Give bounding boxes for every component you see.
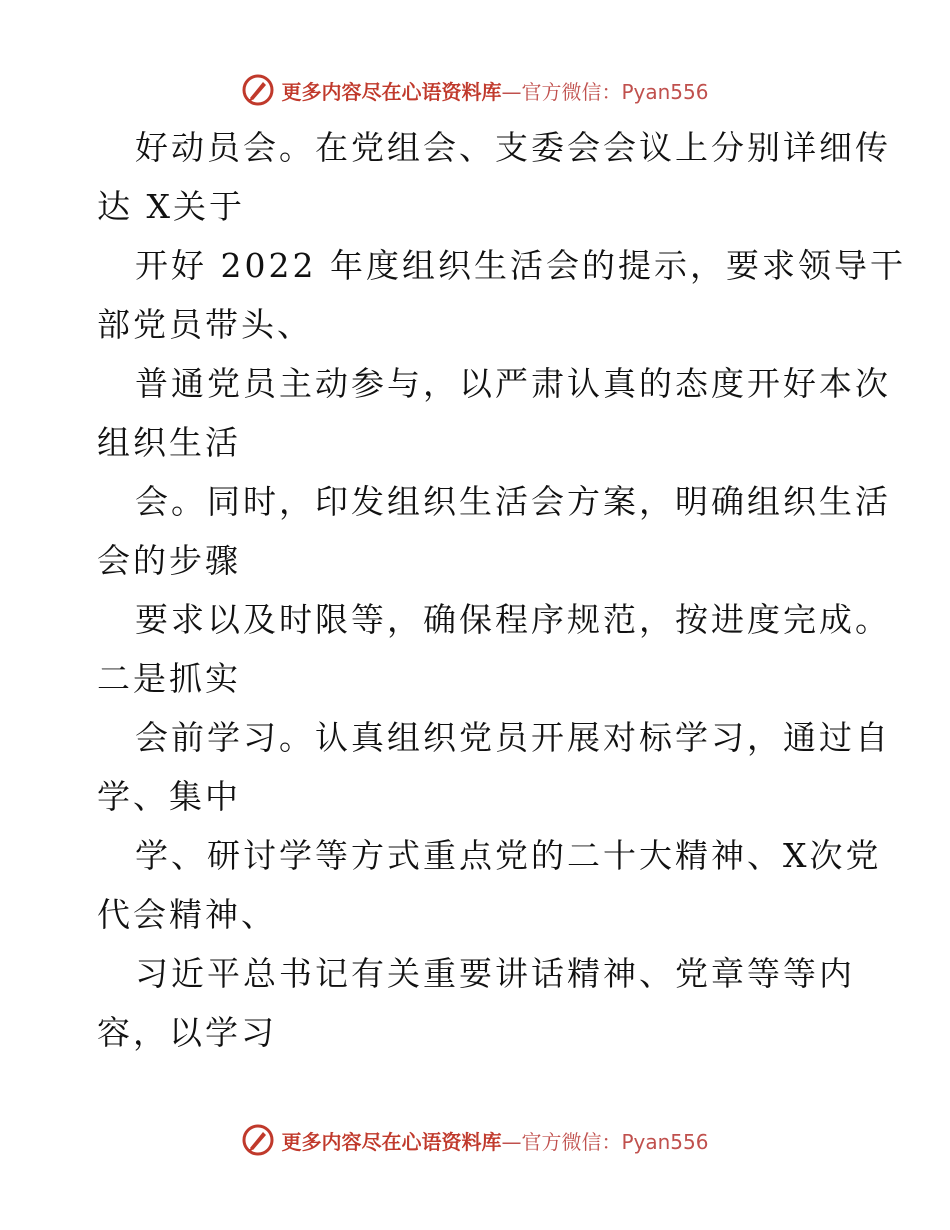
body-line: 习近平总书记有关重要讲话精神、党章等等内 [135,954,855,993]
footer-banner-text [281,1126,708,1155]
body-line: 会。同时，印发组织生活会方案，明确组织生活 [135,482,891,521]
body-line: 开好 2022 年度组织生活会的提示，要求领导干 [135,246,906,285]
body-line: 会的步骤 [97,541,241,580]
body-line: 部党员带头、 [97,305,313,344]
body-line: 要求以及时限等，确保程序规范，按进度完成。 [135,600,891,639]
header-banner [0,70,950,110]
quill-pen-logo-icon [241,1123,275,1157]
document-body [97,118,906,1062]
footer-banner-contact: —官方微信：Pyan556 [501,1129,709,1154]
body-line: 学、集中 [97,777,241,816]
header-banner-contact: —官方微信：Pyan556 [501,79,709,104]
body-line: 普通党员主动参与，以严肃认真的态度开好本次 [135,364,891,403]
quill-pen-logo-icon [241,73,275,107]
footer-banner-title: 更多内容尽在心语资料库 [281,1129,502,1154]
body-line: 达 X关于 [97,187,245,226]
body-line: 代会精神、 [97,895,277,934]
header-banner-title: 更多内容尽在心语资料库 [281,79,502,104]
body-line: 容，以学习 [97,1013,277,1052]
body-line: 好动员会。在党组会、支委会会议上分别详细传 [135,128,891,167]
body-line: 学、研讨学等方式重点党的二十大精神、X次党 [135,836,882,875]
footer-banner [0,1120,950,1160]
body-line: 二是抓实 [97,659,241,698]
header-banner-text [281,76,708,105]
body-line: 组织生活 [97,423,241,462]
body-line: 会前学习。认真组织党员开展对标学习，通过自 [135,718,891,757]
